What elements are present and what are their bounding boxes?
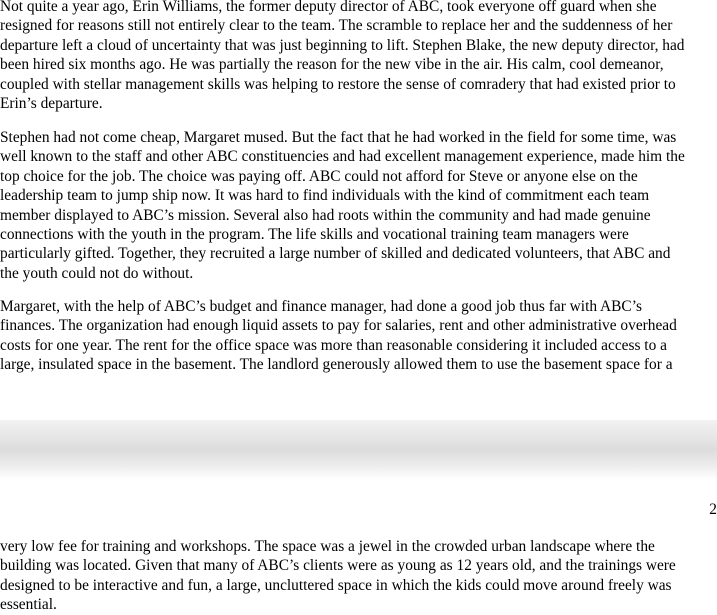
text-line: large, insulated space in the basement. The landlord generously allowed them to use the basement space for a [0,356,673,374]
text-line: been hired six months ago. He was partially the reason for the new vibe in the air. His calm, cool demeanor, [0,56,664,74]
text-line: coupled with stellar management skills was helping to restore the sense of comradery that had existed prior to [0,75,676,93]
text-line: finances. The organization had enough liquid assets to pay for salaries, rent and other administrative overhead [0,317,677,335]
page-number: 2 [709,501,717,518]
text-line: Not quite a year ago, Erin Williams, the former deputy director of ABC, took everyone off guard when she [0,0,657,15]
paragraph-4 [0,537,717,615]
text-line: leadership team to jump ship now. It was hard to find individuals with the kind of commitment each team [0,187,650,205]
text-line: building was located. Given that many of ABC’s clients were as young as 12 years old, and the trainings were [0,557,676,575]
text-line: member displayed to ABC’s mission. Several also had roots within the community and had made genuine [0,206,651,224]
text-line: Margaret, with the help of ABC’s budget and finance manager, had done a good job thus far with ABC’s [0,298,642,315]
text-line: very low fee for training and workshops. The space was a jewel in the crowded urban landscape where the [0,538,655,555]
text-line: the youth could not do without. [0,264,194,282]
text-line: particularly gifted. Together, they recruited a large number of skilled and dedicated volunteers, that ABC and [0,245,671,263]
text-line: costs for one year. The rent for the office space was more than reasonable considering it included access to a [0,336,667,354]
paragraph-1 [0,0,717,113]
paragraph-3 [0,297,717,375]
paragraph-2 [0,128,717,283]
text-line: Erin’s departure. [0,94,103,112]
text-line: top choice for the job. The choice was paying off. ABC could not afford for Steve or anyone else on the [0,167,638,185]
document-page-2 [0,480,717,614]
page-separator [0,420,717,480]
text-line: connections with the youth in the program. The life skills and vocational training team managers were [0,225,629,243]
text-line: resigned for reasons still not entirely clear to the team. The scramble to replace her and the suddenness of her [0,17,673,35]
text-line: designed to be interactive and fun, a large, uncluttered space in which the kids could move around freely was [0,576,672,594]
text-line: essential. [0,596,57,614]
text-line: Stephen had not come cheap, Margaret mused. But the fact that he had worked in the field for some time, was [0,129,677,146]
text-line: well known to the staff and other ABC constituencies and had excellent management experience, made him the [0,148,685,166]
text-line: departure left a cloud of uncertainty that was just beginning to lift. Stephen Blake, the new deputy director, had [0,36,685,54]
